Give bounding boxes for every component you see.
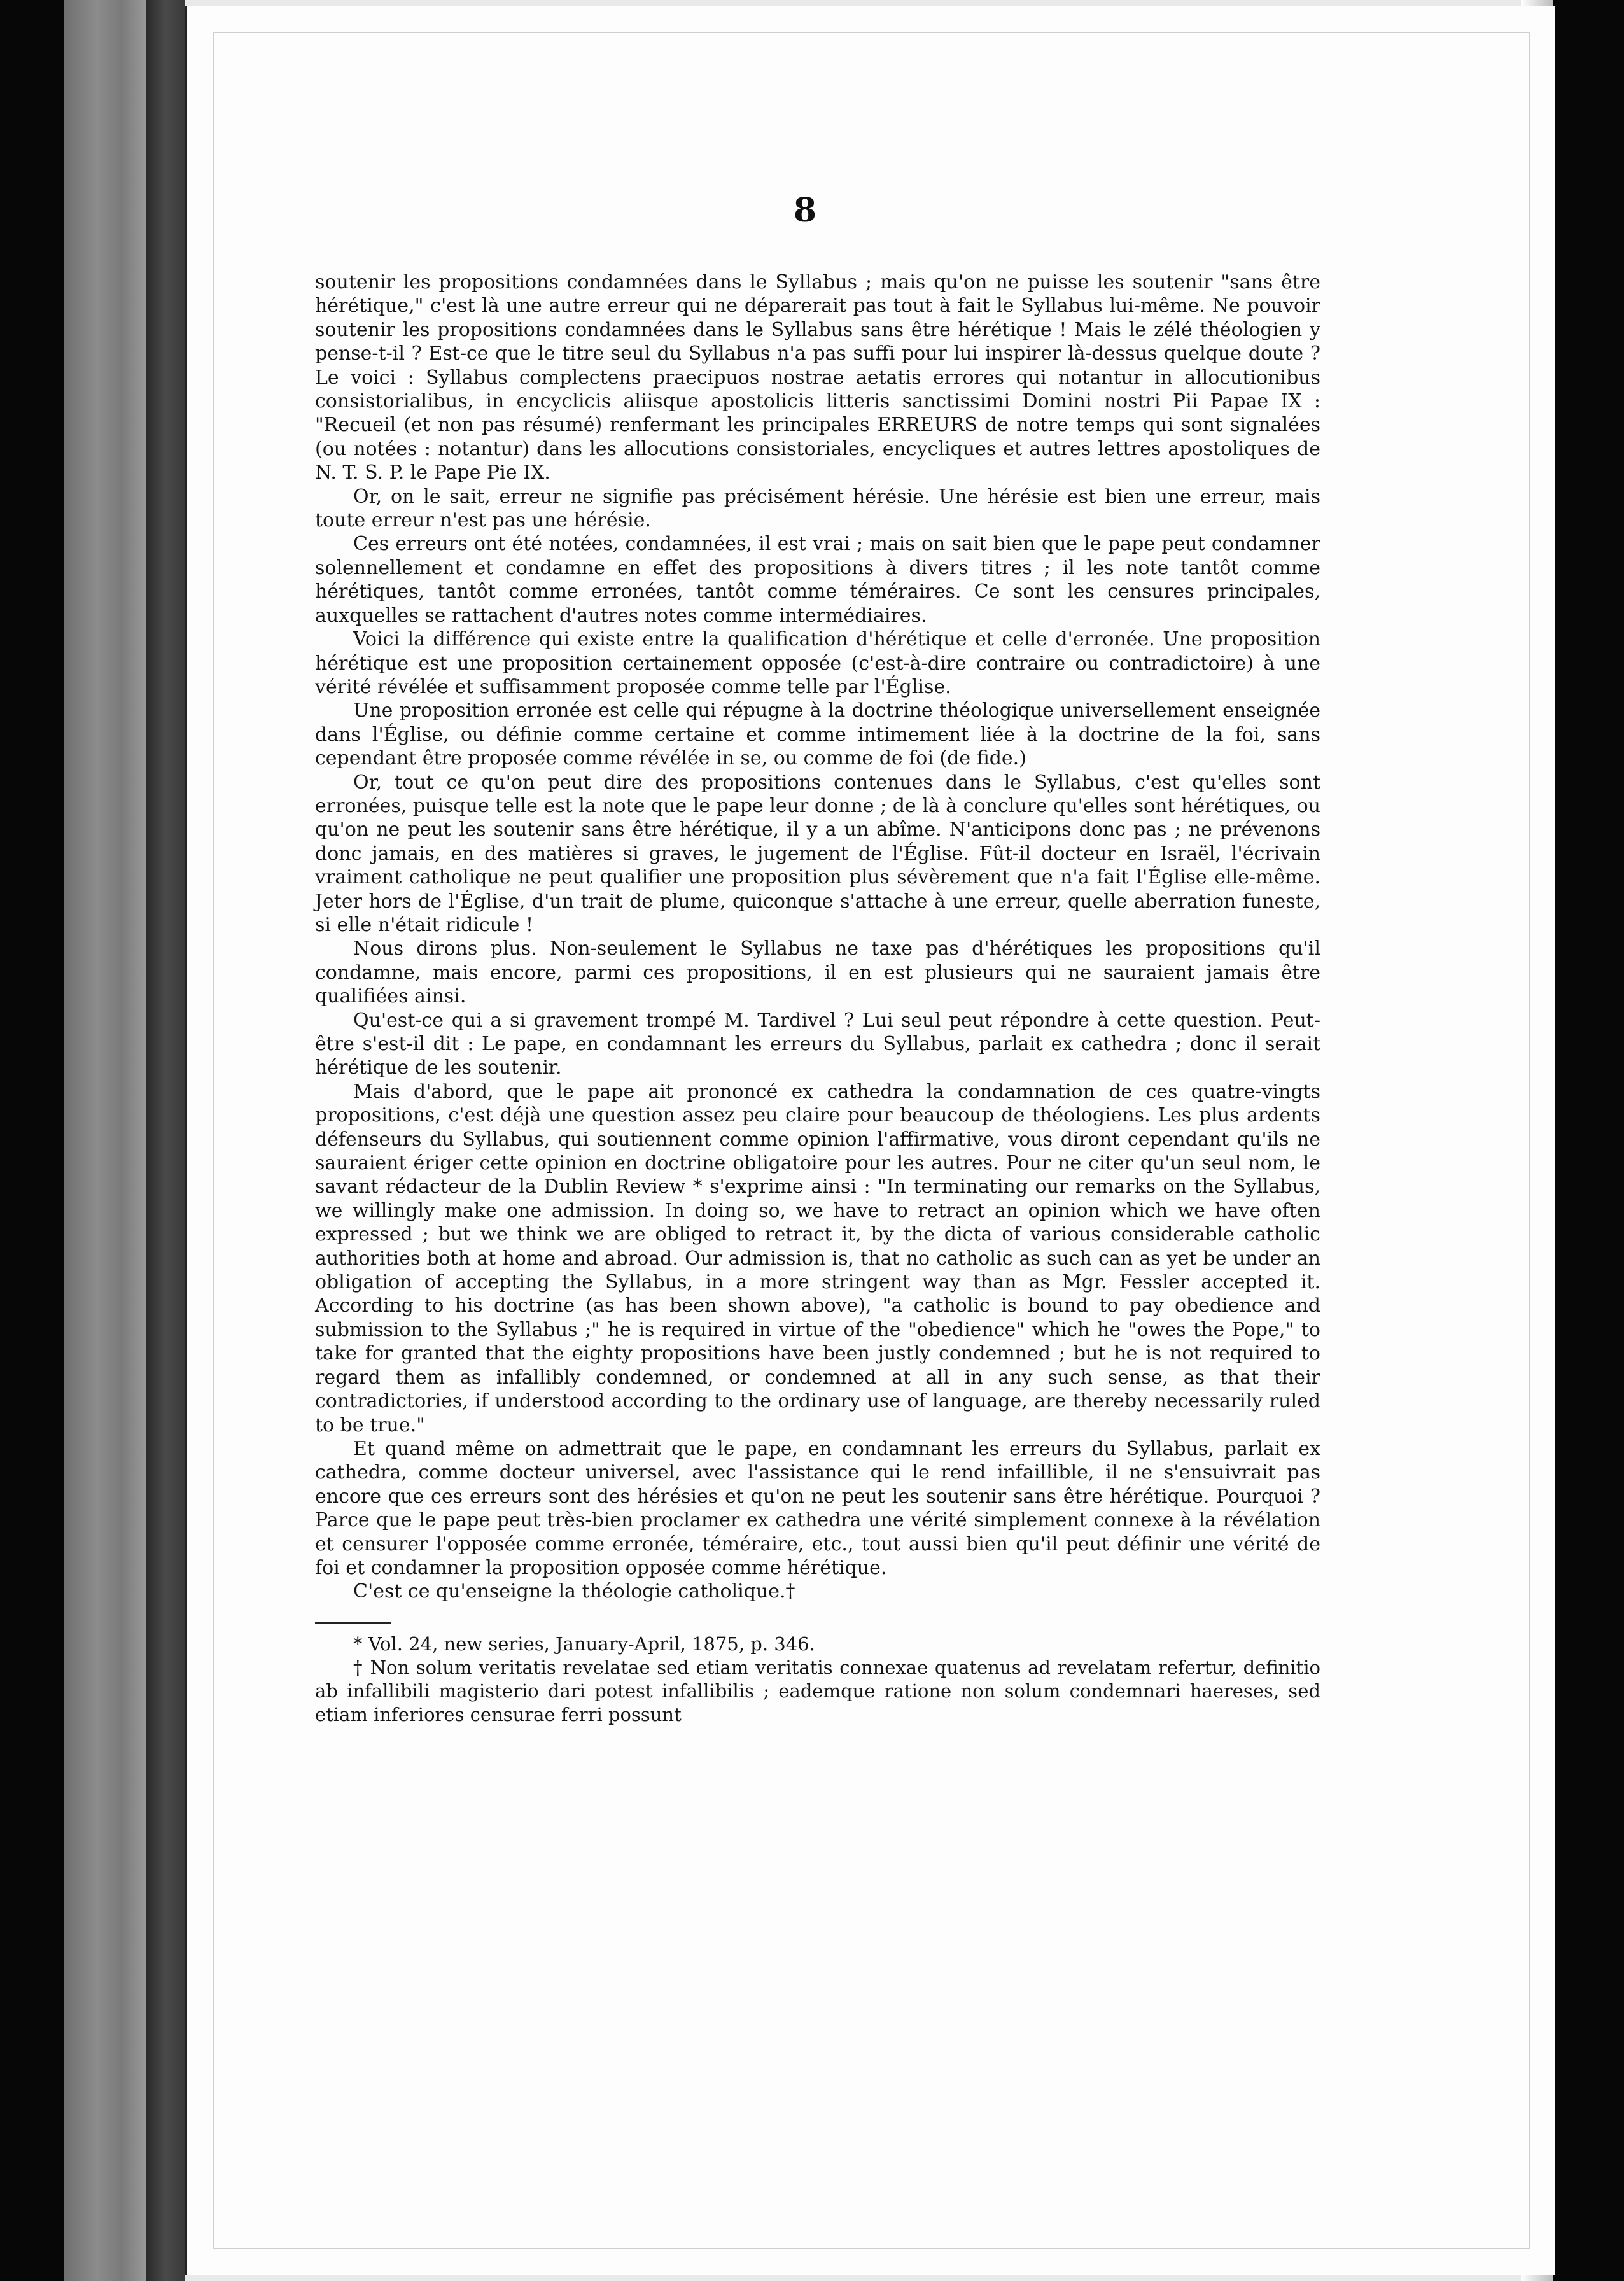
- footnote: † Non solum veritatis revelatae sed etiam veritatis connexae quatenus ad revelatam refertur, definitio ab infallibili magisterio dari potest infallibilis ; eademque ratione non solum condemnari haereses, sed etiam inferiores censurae ferri possunt: [315, 1656, 1320, 1725]
- paragraph: Or, on le sait, erreur ne signifie pas précisément hérésie. Une hérésie est bien une erreur, mais toute erreur n'est pas une hérésie.: [315, 485, 1320, 532]
- paragraph: Qu'est-ce qui a si gravement trompé M. Tardivel ? Lui seul peut répondre à cette question. Peut-être s'est-il dit : Le pape, en condamnant les erreurs du Syllabus, parlait ex cathedra ; donc il serait hérétique de les soutenir.: [315, 1009, 1320, 1079]
- paragraph: Une proposition erronée est celle qui répugne à la doctrine théologique universellement enseignée dans l'Église, ou définie comme certaine et comme intimement liée à la doctrine de la foi, sans cependant être proposée comme révélée in se, ou comme de foi (de fide.): [315, 699, 1320, 770]
- paragraph: soutenir les propositions condamnées dans le Syllabus ; mais qu'on ne puisse les soutenir "sans être hérétique," c'est là une autre erreur qui ne déparerait pas tout à fait le Syllabus lui-même. Ne pouvoir soutenir les propositions condamnées dans le Syllabus sans être hérétique ! Mais le zélé théologien y pense-t-il ? Est-ce que le titre seul du Syllabus n'a pas suffi pour lui inspirer là-dessus quelque doute ? Le voici : Syllabus complectens praecipuos nostrae aetatis errores qui notantur in allocutionibus consistorialibus, in encyclicis aliisque apostolicis litteris sanctissimi Domini nostri Pii Papae IX : "Recueil (et non pas résumé) renfermant les principales ERREURS de notre temps qui sont signalées (ou notées : notantur) dans les allocutions consistoriales, encycliques et autres lettres apostoliques de N. T. S. P. le Pape Pie IX.: [315, 271, 1320, 484]
- paragraph: Or, tout ce qu'on peut dire des propositions contenues dans le Syllabus, c'est qu'elles sont erronées, puisque telle est la note que le pape leur donne ; de là à conclure qu'elles sont hérétiques, ou qu'on ne peut les soutenir sans être hérétique, il y a un abîme. N'anticipons donc pas ; ne prévenons donc jamais, en des matières si graves, le jugement de l'Église. Fût-il docteur en Israël, l'écrivain vraiment catholique ne peut qualifier une proposition plus sévèrement que n'a fait l'Église elle-même. Jeter hors de l'Église, d'un trait de plume, quiconque s'attache à une erreur, quelle aberration funeste, si elle n'était ridicule !: [315, 771, 1320, 936]
- scan-border-left: [0, 0, 64, 2281]
- paragraph: Nous dirons plus. Non-seulement le Syllabus ne taxe pas d'hérétiques les propositions qu'il condamne, mais encore, parmi ces propositions, il en est plusieurs qui ne sauraient jamais être qualifiées ainsi.: [315, 937, 1320, 1008]
- paragraph: C'est ce qu'enseigne la théologie catholique.†: [353, 1580, 795, 1603]
- book-spine: [146, 0, 185, 2281]
- paragraph: Voici la différence qui existe entre la qualification d'hérétique et celle d'erronée. Une proposition hérétique est une proposition certainement opposée (c'est-à-dire contraire ou contradictoire) à une vérité révélée et suffisamment proposée comme telle par l'Église.: [315, 628, 1320, 698]
- paragraph: Mais d'abord, que le pape ait prononcé ex cathedra la condamnation de ces quatre-vingts propositions, c'est déjà une question assez peu claire pour beaucoup de théologiens. Les plus ardents défenseurs du Syllabus, qui soutiennent comme opinion l'affirmative, vous diront cependant qu'ils ne sauraient ériger cette opinion en doctrine obligatoire pour les autres. Pour ne citer qu'un seul nom, le savant rédacteur de la Dublin Review * s'exprime ainsi : "In terminating our remarks on the Syllabus, we willingly make one admission. In doing so, we have to retract an opinion which we have often expressed ; but we think we are obliged to retract it, by the dicta of various considerable catholic authorities both at home and abroad. Our admission is, that no catholic as such can as yet be under an obligation of accepting the Syllabus, in a more stringent way than as Mgr. Fessler accepted it. According to his doctrine (as has been shown above), "a catholic is bound to pay obedience and submission to the Syllabus ;" he is required in virtue of the "obedience" which he "owes the Pope," to take for granted that the eighty propositions have been justly condemned ; but he is not required to regard them as infallibly condemned, or condemned at all in any such sense, as that their contradictories, if understood according to the ordinary use of language, are thereby necessarily ruled to be true.": [315, 1080, 1320, 1436]
- page-number: 8: [793, 191, 817, 230]
- paragraph: Ces erreurs ont été notées, condamnées, il est vrai ; mais on sait bien que le pape peut condamner solennellement et condamne en effet des propositions à divers titres ; il les note tantôt comme hérétiques, tantôt comme erronées, tantôt comme téméraires. Ce sont les censures principales, auxquelles se rattachent d'autres notes comme intermédiaires.: [315, 533, 1320, 627]
- page-edge-stack: [64, 0, 146, 2281]
- body-text: [315, 270, 1320, 1727]
- footnote-rule: [315, 1622, 391, 1624]
- scan-border-right: [1553, 0, 1624, 2281]
- footnote: * Vol. 24, new series, January-April, 1875, p. 346.: [353, 1632, 815, 1655]
- paragraph: Et quand même on admettrait que le pape, en condamnant les erreurs du Syllabus, parlait ex cathedra, comme docteur universel, avec l'assistance qui le rend infaillible, il ne s'ensuivrait pas encore que ces erreurs sont des hérésies et qu'on ne peut les soutenir sans être hérétique. Pourquoi ? Parce que le pape peut très-bien proclamer ex cathedra une vérité simplement connexe à la révélation et censurer l'opposée comme erronée, téméraire, etc., tout aussi bien qu'il peut définir une vérité de foi et condamner la proposition opposée comme hérétique.: [315, 1437, 1320, 1579]
- footnotes: [315, 1632, 1320, 1727]
